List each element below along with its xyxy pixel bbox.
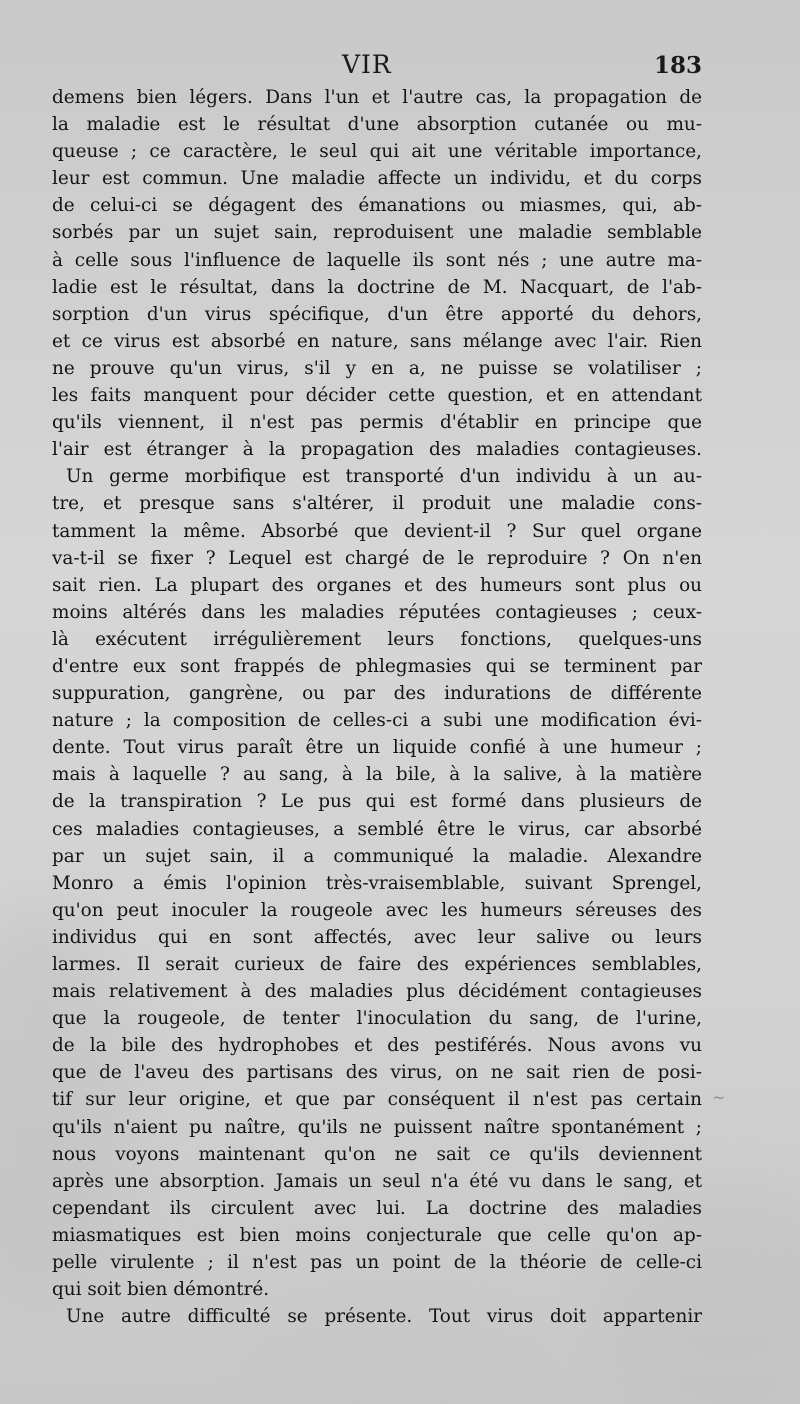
text-line: sorbés par un sujet sain, reproduisent une maladie semblable <box>52 222 702 244</box>
text-line: demens bien légers. Dans l'un et l'autre cas, la propagation de <box>52 87 702 108</box>
text-line: queuse ; ce caractère, le seul qui ait une véritable importance, <box>52 141 702 163</box>
text-line: tre, et presque sans s'altérer, il produit une maladie cons- <box>52 493 702 515</box>
text-line: moins altérés dans les maladies réputées contagieuses ; ceux- <box>52 601 702 623</box>
text-line: nature ; la composition de celles-ci a subi une modification évi- <box>52 710 702 732</box>
text-line: Un germe morbifique est transporté d'un individu à un au- <box>66 466 702 488</box>
text-line: ces maladies contagieuses, a semblé être le virus, car absorbé <box>52 818 702 840</box>
ink-speck: ~ <box>712 1088 726 1107</box>
text-line: qu'ils viennent, il n'est pas permis d'établir en principe que <box>52 412 702 434</box>
text-line: pelle virulente ; il n'est pas un point de la théorie de celle-ci <box>52 1252 702 1274</box>
text-line: et ce virus est absorbé en nature, sans mélange avec l'air. Rien <box>52 330 702 352</box>
text-line: cependant ils circulent avec lui. La doctrine des maladies <box>52 1197 702 1219</box>
text-line: suppuration, gangrène, ou par des indurations de différente <box>52 683 702 705</box>
text-line: par un sujet sain, il a communiqué la maladie. Alexandre <box>52 845 702 867</box>
text-line: sorption d'un virus spécifique, d'un être apporté du dehors, <box>52 303 702 325</box>
text-line: ne prouve qu'un virus, s'il y en a, ne puisse se volatiliser ; <box>52 357 702 379</box>
text-line: tif sur leur origine, et que par conséquent il n'est pas certain <box>52 1089 702 1111</box>
text-line: de la bile des hydrophobes et des pestiférés. Nous avons vu <box>52 1035 702 1057</box>
text-line: à celle sous l'influence de laquelle ils sont nés ; une autre ma- <box>52 249 702 271</box>
text-line: leur est commun. Une maladie affecte un individu, et du corps <box>52 168 702 190</box>
text-line: tamment la même. Absorbé que devient-il ? Sur quel organe <box>52 520 702 542</box>
text-line: qu'ils n'aient pu naître, qu'ils ne puissent naître spontanément ; <box>52 1116 702 1138</box>
text-line: que la rougeole, de tenter l'inoculation du sang, de l'urine, <box>52 1008 702 1030</box>
text-line: Une autre difficulté se présente. Tout virus doit appartenir <box>66 1306 702 1328</box>
text-line: va-t-il se fixer ? Lequel est chargé de le reproduire ? On n'en <box>52 547 702 569</box>
text-line: l'air est étranger à la propagation des maladies contagieuses. <box>52 439 702 461</box>
text-line: ladie est le résultat, dans la doctrine de M. Nacquart, de l'ab- <box>52 276 702 298</box>
page-number: 183 <box>653 52 702 79</box>
text-line: individus qui en sont affectés, avec leur salive ou leurs <box>52 926 702 948</box>
text-line: de celui-ci se dégagent des émanations ou miasmes, qui, ab- <box>52 195 702 217</box>
text-line: mais à laquelle ? au sang, à la bile, à la salive, à la matière <box>52 764 702 786</box>
text-line: miasmatiques est bien moins conjecturale que celle qu'on ap- <box>52 1224 702 1246</box>
text-line: qui soit bien démontré. <box>52 1279 270 1301</box>
text-line: larmes. Il serait curieux de faire des expériences semblables, <box>52 954 702 975</box>
text-line: sait rien. La plupart des organes et des humeurs sont plus ou <box>52 574 702 596</box>
text-line: que de l'aveu des partisans des virus, on ne sait rien de posi- <box>52 1062 702 1084</box>
text-line: nous voyons maintenant qu'on ne sait ce qu'ils deviennent <box>52 1143 702 1165</box>
text-line: Monro a émis l'opinion très-vraisemblable, suivant Sprengel, <box>52 872 702 894</box>
running-head: VIR <box>342 50 392 79</box>
body-text <box>52 84 702 1330</box>
page-header <box>52 50 702 86</box>
text-line: dente. Tout virus paraît être un liquide confié à une humeur ; <box>52 737 702 759</box>
text-line: là exécutent irrégulièrement leurs fonctions, quelques-uns <box>52 628 702 650</box>
text-line: de la transpiration ? Le pus qui est formé dans plusieurs de <box>52 791 702 813</box>
text-line: les faits manquent pour décider cette question, et en attendant <box>52 385 702 407</box>
text-line: mais relativement à des maladies plus décidément contagieuses <box>52 981 702 1003</box>
text-line: qu'on peut inoculer la rougeole avec les humeurs séreuses des <box>52 899 702 921</box>
text-line: après une absorption. Jamais un seul n'a été vu dans le sang, et <box>52 1170 702 1192</box>
text-line: la maladie est le résultat d'une absorption cutanée ou mu- <box>52 114 702 136</box>
text-line: d'entre eux sont frappés de phlegmasies qui se terminent par <box>52 655 702 677</box>
